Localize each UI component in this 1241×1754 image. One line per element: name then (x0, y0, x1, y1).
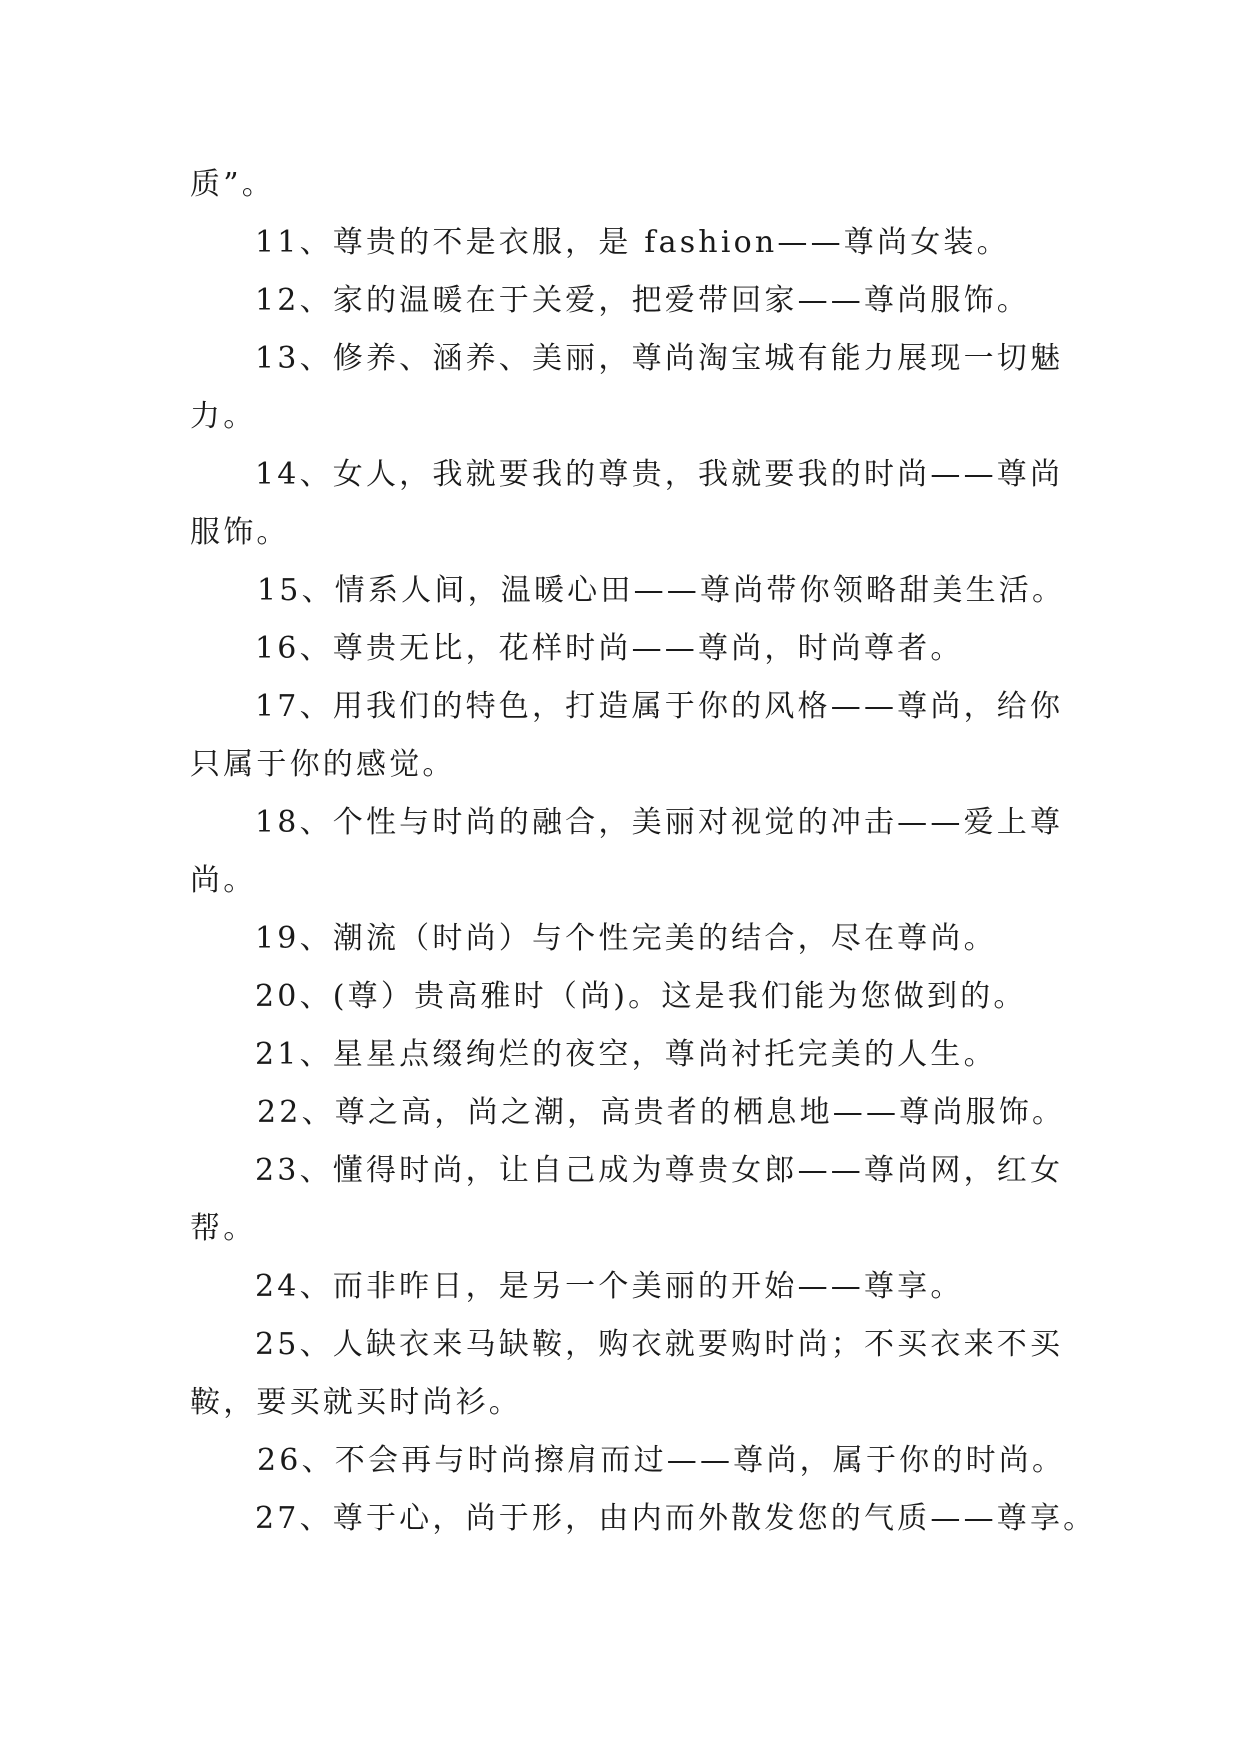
text-line: 尚。 (190, 863, 257, 898)
text-line: 只属于你的感觉。 (190, 747, 456, 782)
slogan-item-22: 22、尊之高，尚之潮，高贵者的栖息地——尊尚服饰。 (257, 1095, 1066, 1130)
text-line: 鞍，要买就买时尚衫。 (190, 1385, 522, 1420)
slogan-item-17: 17、用我们的特色，打造属于你的风格——尊尚，给你 (255, 689, 1064, 724)
slogan-item-19: 19、潮流（时尚）与个性完美的结合，尽在尊尚。 (255, 921, 997, 956)
slogan-item-14: 14、女人，我就要我的尊贵，我就要我的时尚——尊尚 (255, 457, 1064, 492)
slogan-item-13: 13、修养、涵养、美丽，尊尚淘宝城有能力展现一切魅 (255, 341, 1064, 376)
slogan-item-26: 26、不会再与时尚擦肩而过——尊尚，属于你的时尚。 (257, 1443, 1066, 1478)
text-line: 帮。 (190, 1211, 257, 1246)
slogan-item-23: 23、懂得时尚，让自己成为尊贵女郎——尊尚网，红女 (255, 1153, 1064, 1188)
slogan-item-12: 12、家的温暖在于关爱，把爱带回家——尊尚服饰。 (255, 283, 1030, 318)
slogan-item-25: 25、人缺衣来马缺鞍，购衣就要购时尚；不买衣来不买 (255, 1327, 1064, 1362)
text-line: 力。 (190, 399, 257, 434)
slogan-item-18: 18、个性与时尚的融合，美丽对视觉的冲击——爱上尊 (255, 805, 1064, 840)
slogan-item-21: 21、星星点缀绚烂的夜空，尊尚衬托完美的人生。 (255, 1037, 997, 1072)
slogan-item-27: 27、尊于心，尚于形，由内而外散发您的气质——尊享。 (255, 1501, 1097, 1536)
slogan-item-20: 20、(尊）贵高雅时（尚)。这是我们能为您做到的。 (255, 979, 1027, 1014)
slogan-item-15: 15、情系人间，温暖心田——尊尚带你领略甜美生活。 (257, 573, 1066, 608)
slogan-item-11: 11、尊贵的不是衣服，是 fashion——尊尚女装。 (255, 225, 1010, 260)
slogan-item-24: 24、而非昨日，是另一个美丽的开始——尊享。 (255, 1269, 964, 1304)
slogan-item-16: 16、尊贵无比，花样时尚——尊尚，时尚尊者。 (255, 631, 964, 666)
text-line: 服饰。 (190, 515, 290, 550)
text-line: 质”。 (190, 167, 275, 202)
